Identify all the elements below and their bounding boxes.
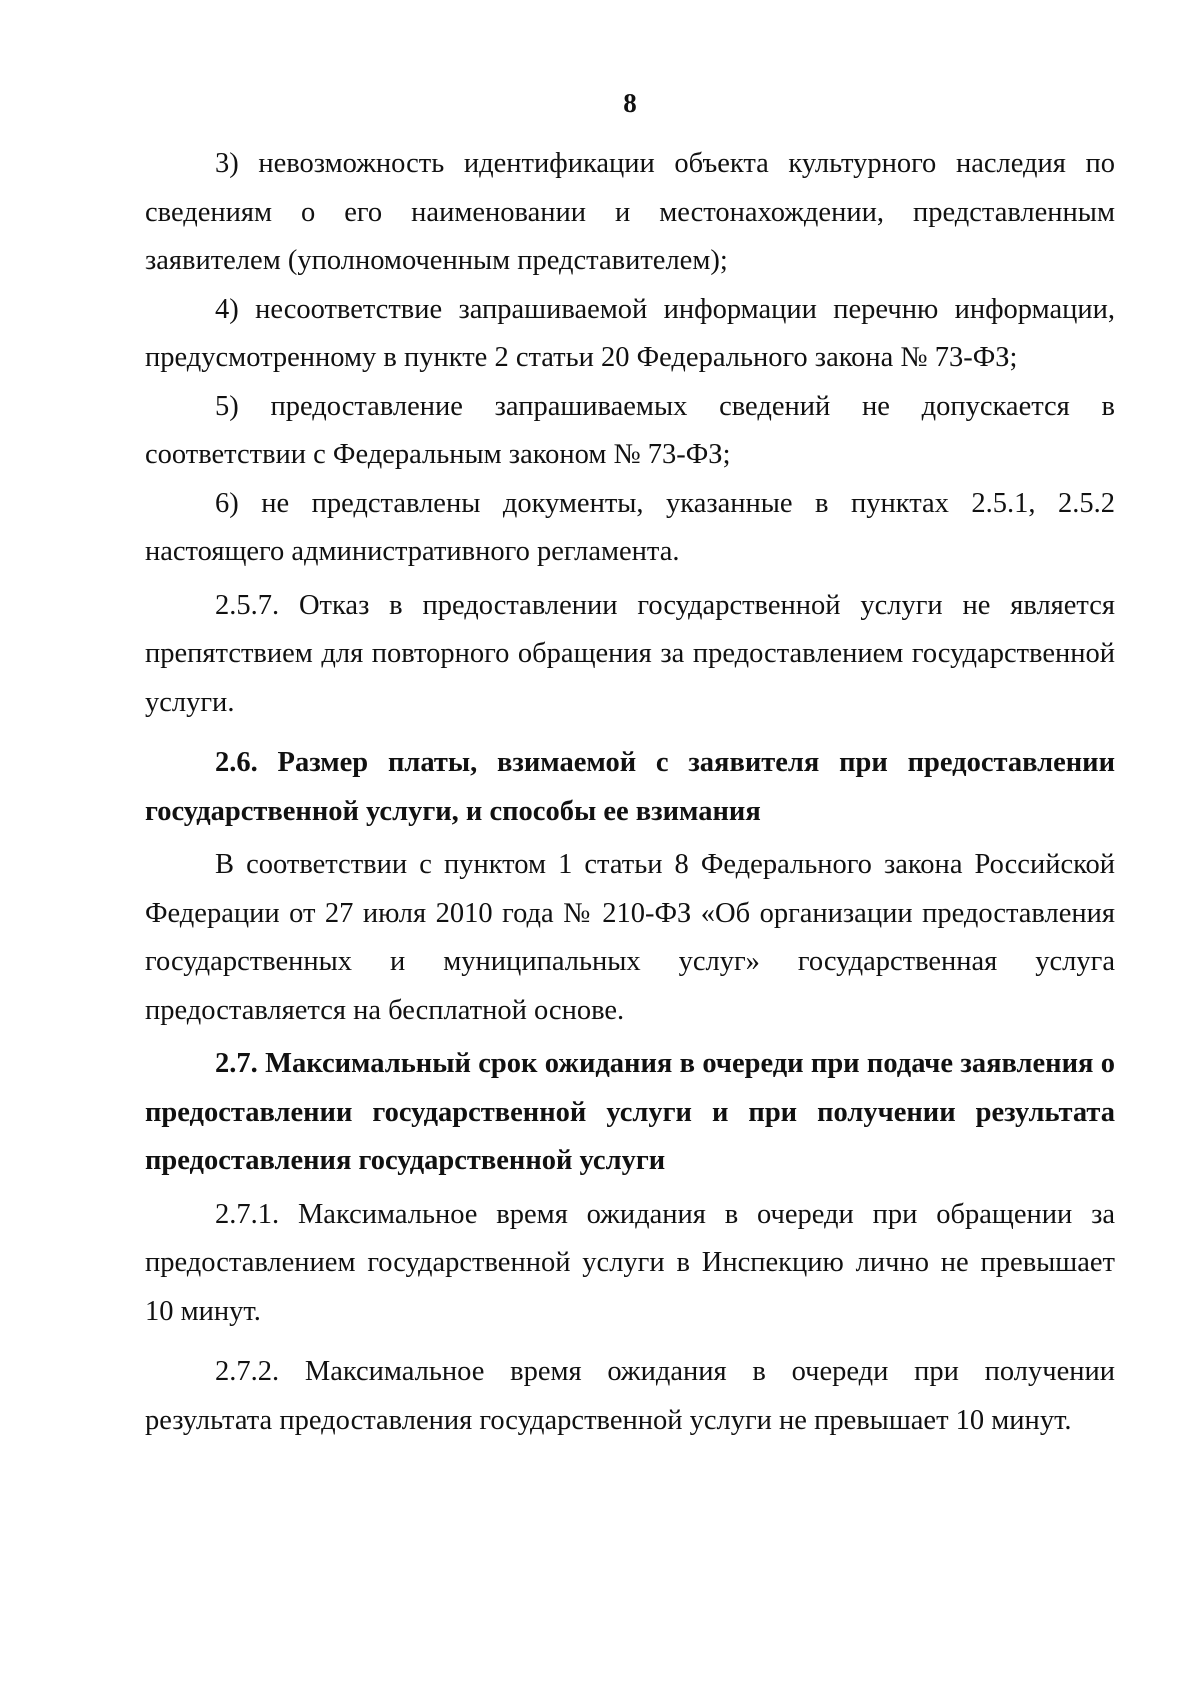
document-body — [145, 140, 1115, 1445]
paragraph-fee-info: В соответствии с пунктом 1 статьи 8 Федерального закона Российской Федерации от 27 июля 2010 года № 210-ФЗ «Об организации предоставления государственных и муниципальных услуг» государственная услуга предоставляется на бесплатной основе. — [145, 849, 1115, 1026]
paragraph-refusal-reason-3: 3) невозможность идентификации объекта культурного наследия по сведениям о его наименовании и местонахождении, представленным заявителем (уполномоченным представителем); — [145, 148, 1115, 276]
section-heading-2-6: 2.6. Размер платы, взимаемой с заявителя при предоставлении государственной услуги, и способы ее взимания — [145, 747, 1115, 827]
page-number: 8 — [623, 88, 637, 118]
paragraph-refusal-reason-5: 5) предоставление запрашиваемых сведений не допускается в соответствии с Федеральным законом № 73-ФЗ; — [145, 390, 1115, 470]
paragraph-2-7-2: 2.7.2. Максимальное время ожидания в очереди при получении результата предоставления государственной услуги не превышает 10 минут. — [145, 1356, 1115, 1436]
paragraph-2-5-7: 2.5.7. Отказ в предоставлении государственной услуги не является препятствием для повторного обращения за предоставлением государственной услуги. — [145, 589, 1115, 718]
paragraph-refusal-reason-4: 4) несоответствие запрашиваемой информации перечню информации, предусмотренному в пункте 2 статьи 20 Федерального закона № 73-ФЗ; — [145, 293, 1115, 373]
paragraph-2-7-1: 2.7.1. Максимальное время ожидания в очереди при обращении за предоставлением государственной услуги в Инспекцию лично не превышает 10 минут. — [145, 1198, 1115, 1327]
section-heading-2-7: 2.7. Максимальный срок ожидания в очереди при подаче заявления о предоставлении государственной услуги и при получении результата предоставления государственной услуги — [145, 1048, 1115, 1176]
paragraph-refusal-reason-6: 6) не представлены документы, указанные в пунктах 2.5.1, 2.5.2 настоящего административного регламента. — [145, 487, 1115, 567]
